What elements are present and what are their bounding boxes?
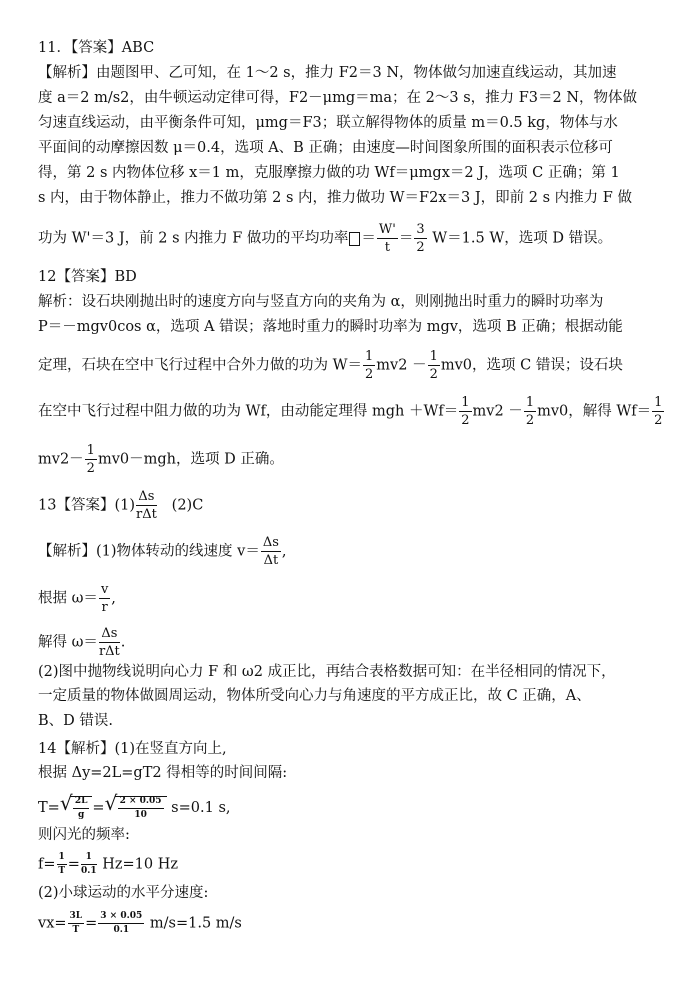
q12-line-4a: 在空中飞行过程中阻力做的功为 Wf，由动能定理得 mgh ＋Wf＝ — [38, 403, 459, 420]
q11-line-7a: 功为 W'＝3 J，前 2 s 内推力 F 做功的平均功率 — [38, 230, 349, 247]
fraction-numerator: Δs — [262, 535, 279, 550]
fraction-numeric — [118, 797, 164, 820]
fraction-numerator: 1 — [525, 395, 535, 410]
q12-line-5a: mv2－ — [38, 451, 84, 468]
fraction-half — [85, 444, 97, 475]
fraction-half — [524, 396, 536, 427]
fraction-1-over-0-1 — [81, 853, 97, 876]
fraction-w-over-t — [377, 223, 398, 254]
q12-line-1: 解析：设石块刚抛出时的速度方向与竖直方向的夹角为 α，则刚抛出时重力的瞬时功率为 — [38, 294, 604, 310]
fraction-numerator: √ 2L — [73, 797, 90, 809]
fraction-half — [428, 350, 440, 381]
fraction-denominator: 2 — [429, 367, 438, 382]
fraction-denominator: 2 — [525, 413, 535, 428]
q14-line-1: 根据 Δy=2L=gT2 得相等的时间间隔: — [38, 765, 288, 781]
q13-line-4: (2)图中抛物线说明向心力 F 和 ω2 成正比，再结合表格数据可知：在半径相同的情况下， — [38, 664, 616, 680]
q13-line-6: B、D 错误. — [38, 713, 113, 729]
fraction-denominator: g — [77, 810, 85, 820]
q14-line-6b: = — [85, 915, 98, 932]
q11-line-7d: W＝1.5 W，选项 D 错误。 — [427, 230, 613, 247]
fraction-ds-over-dt — [261, 536, 281, 567]
fraction-numerator: 3L — [68, 912, 85, 924]
q13-line-3b: . — [120, 634, 126, 651]
q11-equals-2: ＝ — [398, 230, 414, 247]
fraction-denominator: rΔt — [98, 644, 120, 659]
fraction-v-over-r — [99, 583, 110, 614]
fraction-half — [363, 350, 375, 381]
fraction-numerator: W' — [378, 222, 396, 237]
fraction-3l-over-t — [68, 912, 85, 935]
fraction-denominator: 10 — [134, 810, 147, 820]
fraction-numerator: 1 — [57, 853, 67, 865]
fraction-numerator: 3 — [416, 222, 425, 237]
sqrt-2l-over-g — [70, 796, 93, 820]
q14-line-6 — [38, 912, 242, 935]
fraction-denominator: 0.1 — [80, 866, 97, 876]
fraction-ds-over-rdt — [99, 627, 120, 658]
q14-line-6c: m/s=1.5 m/s — [145, 915, 242, 932]
fraction-denominator: T — [58, 866, 66, 876]
q13-header-b: (2)C — [171, 497, 204, 514]
q11-header: 11．【答案】ABC — [38, 40, 155, 56]
fraction-denominator: 2 — [416, 240, 425, 255]
fraction-denominator: 2 — [461, 413, 470, 428]
q14-line-2a: T= — [38, 800, 60, 816]
fraction-numerator: 3 × 0.05 — [98, 912, 144, 924]
fraction-numerator: 1 — [461, 395, 470, 410]
q11-line-4: 平面间的动摩擦因数 μ＝0.4，选项 A、B 正确；由速度—时间图象所围的面积表示位移可 — [38, 140, 613, 156]
fraction-ds-over-rdt — [136, 490, 157, 521]
sqrt-numeric — [115, 796, 167, 820]
q14-line-4b: = — [67, 856, 80, 873]
q11-line-1: 【解析】由题图甲、乙可知，在 1～2 s，推力 F2＝3 N，物体做匀加速直线运动，其加速 — [38, 65, 617, 81]
fraction-denominator: 2 — [365, 367, 374, 382]
q14-header: 14【解析】(1)在竖直方向上, — [38, 741, 227, 757]
fraction-denominator: 0.1 — [113, 925, 130, 935]
q11-line-2: 度 a＝2 m/s2，由牛顿运动定律可得，F2－μmg＝ma；在 2～3 s，推力 F3＝2 N，物体做 — [38, 90, 638, 106]
q14-line-4a: f= — [38, 856, 56, 873]
fraction-2l-over-g — [73, 797, 90, 820]
q13-header — [38, 490, 203, 521]
q13-line-2a: 根据 ω＝ — [38, 590, 98, 607]
fraction-numerator: 1 — [429, 349, 438, 364]
fraction-numerator: 1 — [365, 349, 374, 364]
q13-line-1a: 【解析】(1)物体转动的线速度 v＝ — [38, 543, 260, 560]
fraction-numerator: 1 — [654, 395, 663, 410]
q14-line-4c: Hz=10 Hz — [97, 856, 179, 873]
q13-line-1b: , — [281, 543, 287, 560]
fraction-numerator: 1 — [81, 853, 97, 865]
q12-line-4c: mv0，解得 Wf＝ — [537, 403, 652, 420]
q14-line-2 — [38, 796, 231, 820]
q13-line-1 — [38, 536, 287, 567]
q11-line-5: 得，第 2 s 内物体位移 x＝1 m，克服摩擦力做的功 Wf＝μmgx＝2 J，选项 C 正确；第 1 — [38, 165, 620, 181]
fraction-half — [652, 396, 664, 427]
fraction-denominator: r — [101, 600, 108, 615]
fraction-denominator: 2 — [654, 413, 663, 428]
q12-line-3 — [38, 350, 623, 381]
q13-line-2b: , — [111, 590, 116, 607]
q14-line-2c: s=0.1 s, — [166, 800, 231, 816]
q13-header-a: 13【答案】(1) — [38, 497, 135, 514]
q12-line-5b: mv0－mgh，选项 D 正确。 — [97, 451, 284, 468]
power-symbol-box — [349, 232, 360, 246]
q12-line-4 — [38, 396, 665, 427]
q14-line-2b: = — [92, 800, 105, 816]
fraction-numerator: √ 2 × 0.05 — [118, 797, 164, 809]
q12-line-5 — [38, 444, 284, 475]
q14-line-4 — [38, 853, 178, 876]
q12-line-3a: 定理，石块在空中飞行过程中合外力做的功为 W＝ — [38, 357, 363, 374]
q11-line-7 — [38, 223, 612, 254]
q14-line-6a: vx= — [38, 915, 67, 932]
q14-line-3: 则闪光的频率: — [38, 827, 130, 843]
fraction-half — [459, 396, 471, 427]
q12-header: 12【答案】BD — [38, 269, 137, 285]
q14-line-5: (2)小球运动的水平分速度: — [38, 885, 209, 901]
q13-line-3 — [38, 627, 125, 658]
fraction-1-over-t — [57, 853, 67, 876]
q11-line-6: s 内，由于物体静止，推力不做功第 2 s 内，推力做功 W＝F2x＝3 J，即前 2 s 内推力 F 做 — [38, 190, 632, 206]
q11-line-3: 匀速直线运动，由平衡条件可知，μmg＝F3；联立解得物体的质量 m＝0.5 kg，物体与水 — [38, 115, 618, 131]
q12-line-3c: mv0，选项 C 错误；设石块 — [440, 357, 623, 374]
fraction-numerator: v — [100, 582, 109, 597]
fraction-numeric-velocity — [98, 912, 144, 935]
q13-line-5: 一定质量的物体做圆周运动，物体所受向心力与角速度的平方成正比，故 C 正确，A、 — [38, 688, 591, 704]
fraction-denominator: rΔt — [136, 507, 157, 522]
fraction-denominator: Δt — [263, 553, 279, 568]
q12-line-4b: mv2 － — [472, 403, 523, 420]
fraction-denominator: t — [384, 240, 390, 255]
q13-line-2 — [38, 583, 116, 614]
fraction-numerator: Δs — [99, 627, 120, 643]
q12-line-2: P＝－mgv0cos α，选项 A 错误；落地时重力的瞬时功率为 mgv，选项 B 正确；根据动能 — [38, 319, 623, 335]
q12-line-3b: mv2 － — [376, 357, 427, 374]
fraction-denominator: T — [72, 925, 80, 935]
q13-line-3a: 解得 ω＝ — [38, 634, 98, 651]
q11-equals-1: ＝ — [361, 230, 376, 247]
fraction-3-over-2 — [414, 223, 426, 254]
fraction-numerator: 1 — [86, 443, 95, 458]
fraction-numerator: Δs — [136, 490, 157, 506]
fraction-denominator: 2 — [86, 461, 95, 476]
